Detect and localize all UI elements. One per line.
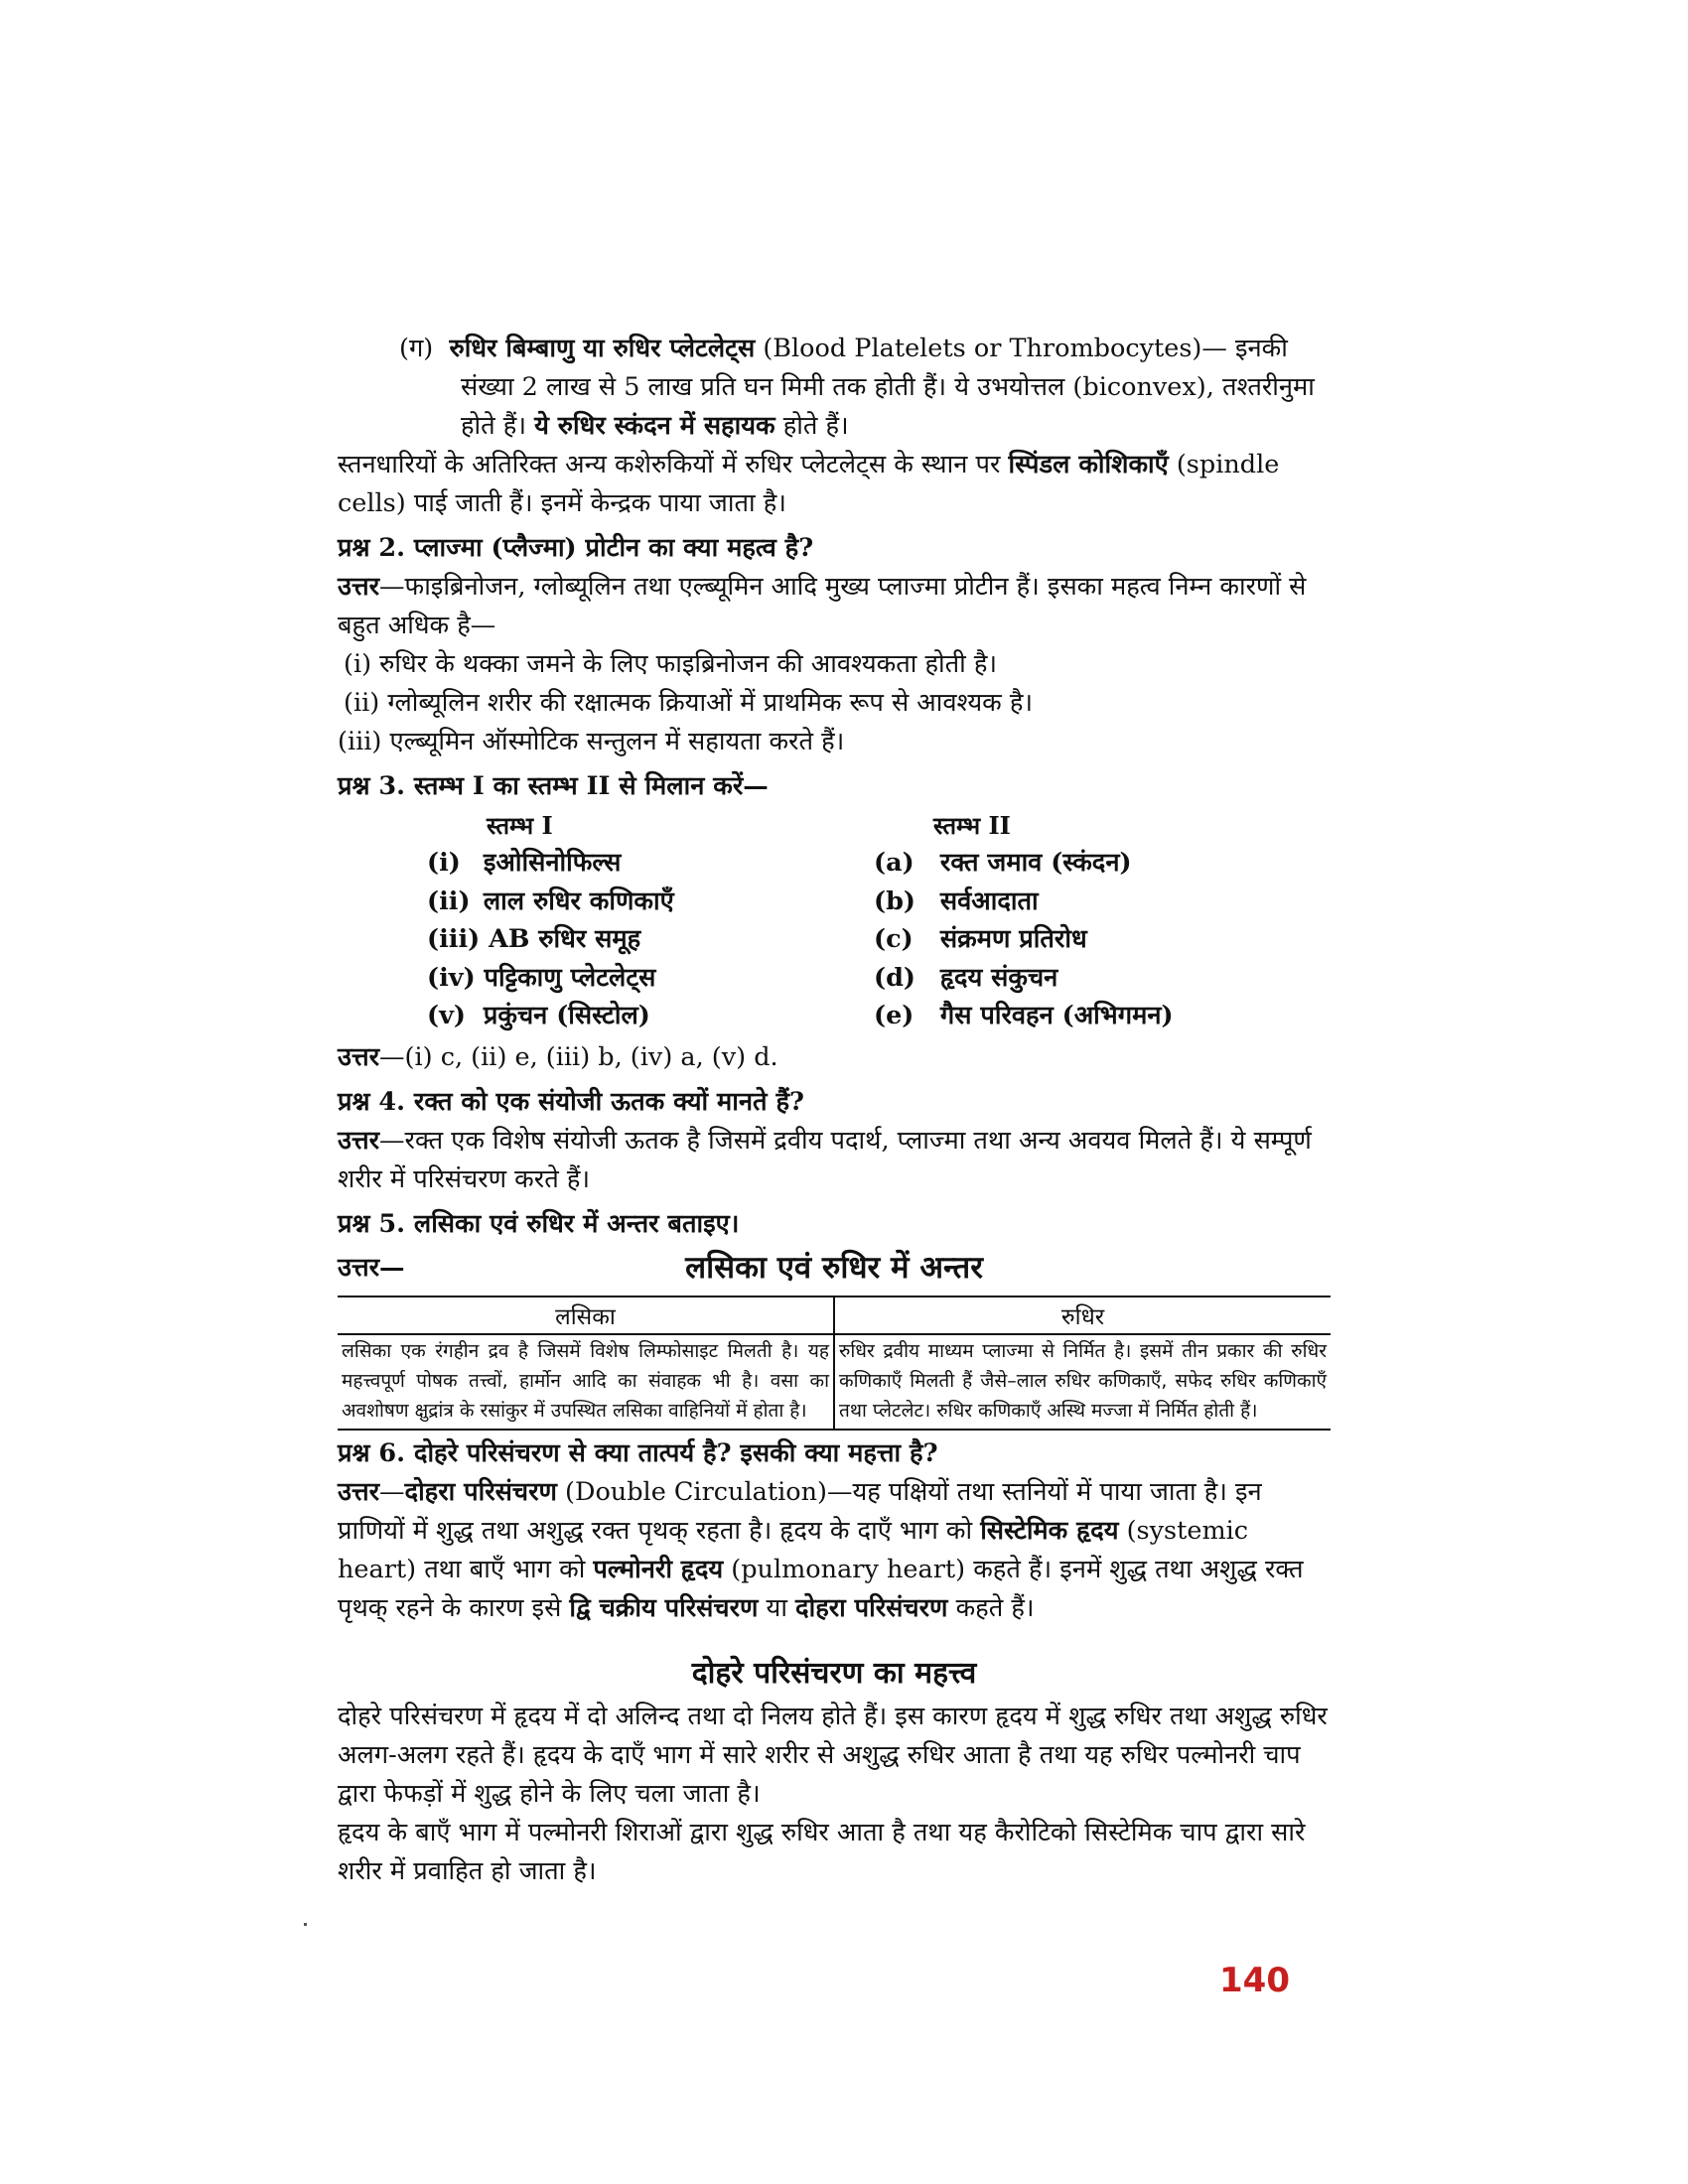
column-2-item — [874, 997, 1174, 1035]
spindle-paragraph — [338, 446, 1331, 523]
table-cell-lymph: लसिका एक रंगहीन द्रव है जिसमें विशेष लिम्फोसाइट मिलती है। यह महत्त्वपूर्ण पोषक तत्त्वों, हार्मोन आदि का संवाहक भी है। वसा का अवशोषण क्षुद्रांत्र के रसांकुर में उपस्थित लसिका वाहिनियों में होता है। — [338, 1334, 834, 1430]
column-2-item — [874, 844, 1174, 883]
item-key: (ii) — [427, 886, 471, 916]
answer-label: उत्तर — [338, 1042, 380, 1072]
item-key: (a) — [874, 848, 914, 878]
answer-2 — [338, 568, 1331, 645]
column-header-lymph: लसिका — [338, 1297, 834, 1334]
table-row — [338, 1334, 1331, 1430]
platelets-heading-en: (Blood Platelets or Thrombocytes)— — [755, 334, 1227, 363]
item-text: हृदय संकुचन — [939, 962, 1058, 993]
item-key: (iii) — [427, 924, 481, 954]
table-header-row — [338, 1297, 1331, 1334]
spindle-text-a: स्तनधारियों के अतिरिक्त अन्य कशेरुकियों में रुधिर प्लेटलेट्स के स्थान पर — [338, 450, 1009, 479]
column-1-item — [427, 920, 674, 959]
answer-6 — [338, 1473, 1331, 1628]
table-heading-row — [338, 1248, 1331, 1292]
column-2-item — [874, 883, 1174, 921]
answer-6-part: (pulmonary heart) कहते हैं। इनमें शुद्ध तथा अशुद्ध रक्त पृथक् रहने के कारण इसे — [338, 1555, 1304, 1623]
table-title: लसिका एवं रुधिर में अन्तर — [685, 1250, 983, 1286]
answer-6-part: (systemic heart) तथा बाएँ भाग को — [338, 1516, 1249, 1584]
column-2 — [874, 808, 1174, 1035]
item-text: रक्त जमाव (स्कंदन) — [939, 848, 1132, 878]
answer-6-term: सिस्टेमिक हृदय — [980, 1516, 1119, 1546]
answer-4-text: —रक्त एक विशेष संयोजी ऊतक है जिसमें द्रवीय पदार्थ, प्लाज्मा तथा अन्य अवयव मिलते हैं। ये सम्पूर्ण शरीर में परिसंचरण करते हैं। — [338, 1126, 1312, 1194]
answer-label: उत्तर — [338, 1477, 380, 1507]
column-header-blood: रुधिर — [834, 1297, 1331, 1334]
answer-6-part: या — [758, 1593, 796, 1623]
column-1-item — [427, 883, 674, 921]
item-key: (b) — [874, 886, 915, 916]
platelets-paragraph — [399, 330, 1331, 446]
item-key: (e) — [874, 1001, 914, 1030]
answer-3-text: —(i) c, (ii) e, (iii) b, (iv) a, (v) d. — [379, 1042, 778, 1072]
platelets-line1: इनकी संख्या 2 लाख से 5 लाख प्रति घन मिमी तक होती हैं। ये उभयोत्तल — [461, 334, 1288, 402]
column-2-item — [874, 920, 1174, 959]
platelets-heading: रुधिर बिम्बाणु या रुधिर प्लेटलेट्स — [449, 334, 756, 363]
answer-label: उत्तर — [338, 572, 380, 602]
spindle-text-c: (spindle cells) पाई जाती हैं। इनमें केन्द्रक पाया जाता है। — [338, 450, 1280, 518]
answer-6-term: पल्मोनरी हृदय — [593, 1555, 724, 1584]
item-key: (c) — [874, 924, 914, 954]
answer-6-term: द्वि चक्रीय परिसंचरण — [569, 1593, 759, 1623]
item-text: पट्टिकाणु प्लेटलेट्स — [484, 962, 656, 993]
item-text: गैस परिवहन (अभिगमन) — [939, 1001, 1174, 1030]
page-number: 140 — [1219, 1961, 1290, 2000]
importance-paragraph-1: दोहरे परिसंचरण में हृदय में दो अलिन्द तथा दो निलय होते हैं। इस कारण हृदय में शुद्ध रुधिर तथा अशुद्ध रुधिर अलग-अलग रहते हैं। हृदय के दाएँ भाग में सारे शरीर से अशुद्ध रुधिर आता है तथा यह रुधिर पल्मोनरी चाप द्वारा फेफड़ों में शुद्ध होने के लिए चला जाता है। — [338, 1702, 1328, 1809]
item-text: इओसिनोफिल्स — [483, 848, 622, 878]
column-1-heading: स्तम्भ I — [487, 811, 553, 840]
answer-6-part: (Double Circulation)—यह पक्षियों तथा स्तनियों में पाया जाता है। इन प्राणियों में शुद्ध तथा अशुद्ध रक्त पृथक् रहता है। हृदय के दाएँ भाग को — [338, 1477, 1262, 1546]
answer-6-part: कहते हैं। — [947, 1593, 1035, 1623]
question-6: प्रश्न 6. दोहरे परिसंचरण से क्या तात्पर्य है? इसकी क्या महत्ता है? — [338, 1438, 938, 1468]
answer-3 — [338, 1038, 1331, 1077]
question-3: प्रश्न 3. स्तम्भ I का स्तम्भ II से मिलान करें— — [338, 771, 769, 801]
item-text: संक्रमण प्रतिरोध — [939, 924, 1087, 954]
column-1 — [427, 808, 674, 1035]
answer-2-point-3: (iii) एल्ब्यूमिन ऑस्मोटिक सन्तुलन में सहायता करते हैं। — [338, 727, 845, 756]
column-1-item — [427, 959, 674, 998]
question-4: प्रश्न 4. रक्त को एक संयोजी ऊतक क्यों मानते हैं? — [338, 1087, 804, 1117]
answer-6-part: — — [379, 1477, 405, 1507]
spindle-text-b: स्पिंडल कोशिकाएँ — [1008, 450, 1169, 479]
scan-speck — [304, 1923, 307, 1926]
item-key: (iv) — [427, 962, 476, 993]
answer-label: उत्तर — [338, 1126, 380, 1156]
difference-table — [338, 1296, 1331, 1431]
item-key: (d) — [874, 962, 915, 993]
platelets-label: (ग) — [399, 334, 434, 363]
importance-paragraph-2: हृदय के बाएँ भाग में पल्मोनरी शिराओं द्वारा शुद्ध रुधिर आता है तथा यह कैरोटिको सिस्टेमिक चाप द्वारा सारे शरीर में प्रवाहित हो जाता है। — [338, 1818, 1306, 1886]
answer-6-term: दोहरा परिसंचरण — [795, 1593, 948, 1623]
item-text: AB रुधिर समूह — [489, 924, 641, 954]
item-key: (i) — [427, 848, 461, 878]
question-2: प्रश्न 2. प्लाज्मा (प्लैज्मा) प्रोटीन का क्या महत्व है? — [338, 533, 814, 563]
question-5: प्रश्न 5. लसिका एवं रुधिर में अन्तर बताइए। — [338, 1209, 740, 1239]
column-1-item — [427, 844, 674, 883]
item-key: (v) — [427, 1001, 466, 1030]
item-text: लाल रुधिर कणिकाएँ — [483, 886, 674, 916]
section-subheading: दोहरे परिसंचरण का महत्त्व — [691, 1656, 977, 1691]
answer-2-text: —फाइब्रिनोजन, ग्लोब्यूलिन तथा एल्ब्यूमिन आदि मुख्य प्लाज्मा प्रोटीन हैं। इसका महत्व निम्न कारणों से बहुत अधिक है— — [338, 572, 1307, 640]
platelets-line2c: होते हैं। — [774, 411, 849, 441]
platelets-line2a: (biconvex), तश्तरीनुमा होते हैं। — [461, 372, 1315, 441]
answer-2-point-2: (ii) ग्लोब्यूलिन शरीर की रक्षात्मक क्रियाओं में प्राथमिक रूप से आवश्यक है। — [344, 688, 1034, 718]
page-body — [338, 330, 1331, 1891]
item-text: सर्वआदाता — [939, 886, 1039, 916]
table-cell-blood: रुधिर द्रवीय माध्यम प्लाज्मा से निर्मित है। इसमें तीन प्रकार की रुधिर कणिकाएँ मिलती हैं जैसे–लाल रुधिर कणिकाएँ, सफेद रुधिर कणिकाएँ तथा प्लेटलेट। रुधिर कणिकाएँ अस्थि मज्जा में निर्मित होती हैं। — [834, 1334, 1331, 1430]
item-text: प्रकुंचन (सिस्टोल) — [483, 1001, 650, 1030]
answer-4 — [338, 1122, 1331, 1199]
platelets-line2b: ये रुधिर स्कंदन में सहायक — [534, 411, 775, 441]
match-columns — [338, 808, 1331, 1034]
column-1-item — [427, 997, 674, 1035]
answer-label: उत्तर— — [338, 1253, 405, 1283]
column-2-item — [874, 959, 1174, 998]
answer-2-point-1: (i) रुधिर के थक्का जमने के लिए फाइब्रिनोजन की आवश्यकता होती है। — [344, 649, 998, 679]
column-2-heading: स्तम्भ II — [933, 811, 1011, 840]
answer-6-term: दोहरा परिसंचरण — [404, 1477, 557, 1507]
